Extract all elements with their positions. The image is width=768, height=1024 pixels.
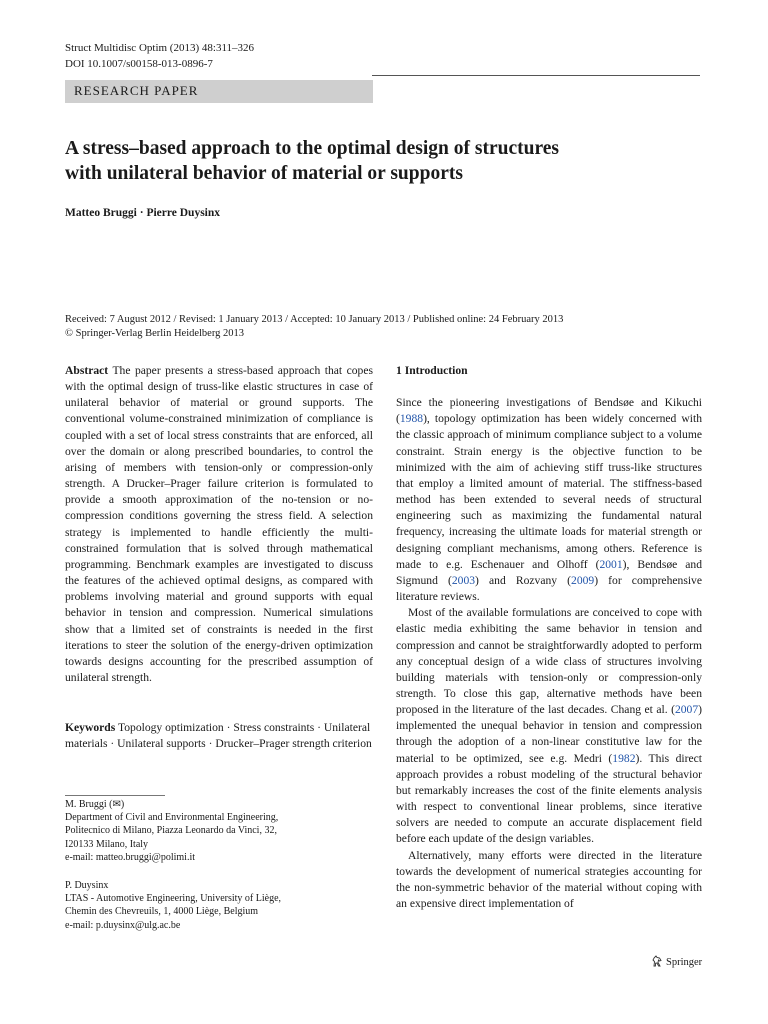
- affiliation-email[interactable]: e-mail: matteo.bruggi@polimi.it: [65, 851, 196, 863]
- dates-line: Received: 7 August 2012 / Revised: 1 January 2013 / Accepted: 10 January 2013 / Published online: 24 February 2013: [65, 314, 564, 325]
- affiliation-line: Department of Civil and Environmental Engineering,: [65, 812, 279, 824]
- affiliation-line: LTAS - Automotive Engineering, University of Liège,: [65, 893, 282, 905]
- paper-title: [65, 136, 685, 186]
- citation-link[interactable]: 2007: [674, 703, 699, 717]
- abstract-label: Abstract: [65, 364, 109, 377]
- intro-paragraph-3: Alternatively, many efforts were directed in the literature towards the development of numerical strategies accounting for the non-symmetric behavior of the material without coping with an expensive direct implementation of: [396, 848, 702, 910]
- springer-horse-icon: [651, 955, 663, 970]
- citation-link[interactable]: 2001: [599, 557, 623, 571]
- publication-dates: [65, 313, 563, 341]
- affiliation-duysinx: [65, 879, 373, 932]
- doi[interactable]: DOI 10.1007/s00158-013-0896-7: [65, 58, 213, 70]
- header-rule: [372, 75, 700, 76]
- footnote-rule: [65, 795, 165, 796]
- publisher-logo: [651, 955, 702, 970]
- affiliation-bruggi: [65, 798, 373, 864]
- intro-paragraph-1: Since the pioneering investigations of Bendsøe and Kikuchi (1988), topology optimization has been widely concerned with the classic approach of minimum compliance subject to a volume constraint. Strain energy is the objective function to be minimized with the aim of achieving stiff truss-like structures that employ a limited amount of material. The stiffness-based method has been extended to several needs of structural engineering such as maximizing the fundamental natural frequency, increasing the ultimate loads for material strength or designing compliant mechanisms, among others. Reference is made to e.g. Eschenauer and Olhoff (2001), Bendsøe and Sigmund (2003) and Rozvany (2009) for comprehensive literature reviews.: [396, 396, 702, 604]
- abstract: [65, 363, 373, 686]
- citation-link[interactable]: 2003: [451, 573, 476, 587]
- affiliation-email[interactable]: e-mail: p.duysinx@ulg.ac.be: [65, 919, 181, 931]
- introduction-section: [396, 363, 702, 912]
- title-line-1: A stress–based approach to the optimal design of structures: [65, 138, 560, 159]
- affiliation-line: Chemin des Chevreuils, 1, 4000 Liège, Belgium: [65, 906, 259, 918]
- abstract-text: The paper presents a stress-based approach that copes with the optimal design of truss-like elastic structures in case of unilateral behavior of material or ground supports. The conventional volume-constrained minimization of compliance is coupled with a set of local stress constraints that are enforced, all over the domain or along prescribed boundaries, to control the arising of members with tension-only or compression-only strength. A Drucker–Prager failure criterion is formulated to provide a smooth approximation of the no-tension or no-compression conditions governing the stress field. A selection strategy is implemented to handle efficiently the multi-constrained formulation that is solved through mathematical programming. Benchmark examples are investigated to discuss the features of the achieved optimal designs, as compared with problems involving material and ground supports with equal behavior in tension and compression. Numerical simulations show that a limited set of constraints is needed in the first iterations to steer the solution of the energy-driven optimization towards designs accounting for the prescribed assumption of unilateral strength.: [65, 364, 373, 684]
- affiliation-line: I20133 Milano, Italy: [65, 838, 149, 850]
- intro-paragraph-2: Most of the available formulations are conceived to cope with elastic media exhibiting the same behavior in tension and compression and cannot be straightforwardly adopted to perform any conceptual design of a wide class of structures involving building materials with tension-only or compression-only strength. To close this gap, alternative methods have been proposed in the literature of the last decades. Chang et al. (2007) implemented the unequal behavior in tension and compression through the adoption of a non-linear constitutive law for the material to be optimized, see e.g. Medri (1982). This direct approach provides a robust modeling of the structural behavior but remarkably increases the cost of the finite elements analysis with respect to conventional linear problems, since iterative solvers are needed to compute an accurate displacement field before each update of the design variables.: [396, 606, 702, 846]
- affiliation-line: Politecnico di Milano, Piazza Leonardo da Vinci, 32,: [65, 825, 277, 837]
- citation-link[interactable]: 2009: [571, 573, 595, 587]
- keywords-label: Keywords: [65, 721, 116, 734]
- publisher-name: Springer: [666, 957, 703, 968]
- keywords-text: Topology optimization · Stress constraints · Unilateral materials · Unilateral supports · Drucker–Prager strength criterion: [65, 721, 372, 751]
- copyright-line: © Springer-Verlag Berlin Heidelberg 2013: [65, 328, 245, 339]
- citation-link[interactable]: 1988: [399, 412, 424, 426]
- affiliation-name: P. Duysinx: [65, 880, 109, 891]
- category-label: RESEARCH PAPER: [74, 83, 199, 98]
- title-line-2: with unilateral behavior of material or supports: [65, 163, 463, 184]
- journal-info: [65, 40, 254, 72]
- category-band: [65, 80, 373, 103]
- citation-link[interactable]: 1982: [612, 751, 636, 765]
- authors: Matteo Bruggi · Pierre Duysinx: [65, 207, 221, 219]
- affiliation-name: M. Bruggi (✉): [65, 799, 125, 810]
- journal-citation: Struct Multidisc Optim (2013) 48:311–326: [65, 42, 255, 54]
- keywords: [65, 720, 373, 752]
- section-heading: 1 Introduction: [396, 364, 468, 377]
